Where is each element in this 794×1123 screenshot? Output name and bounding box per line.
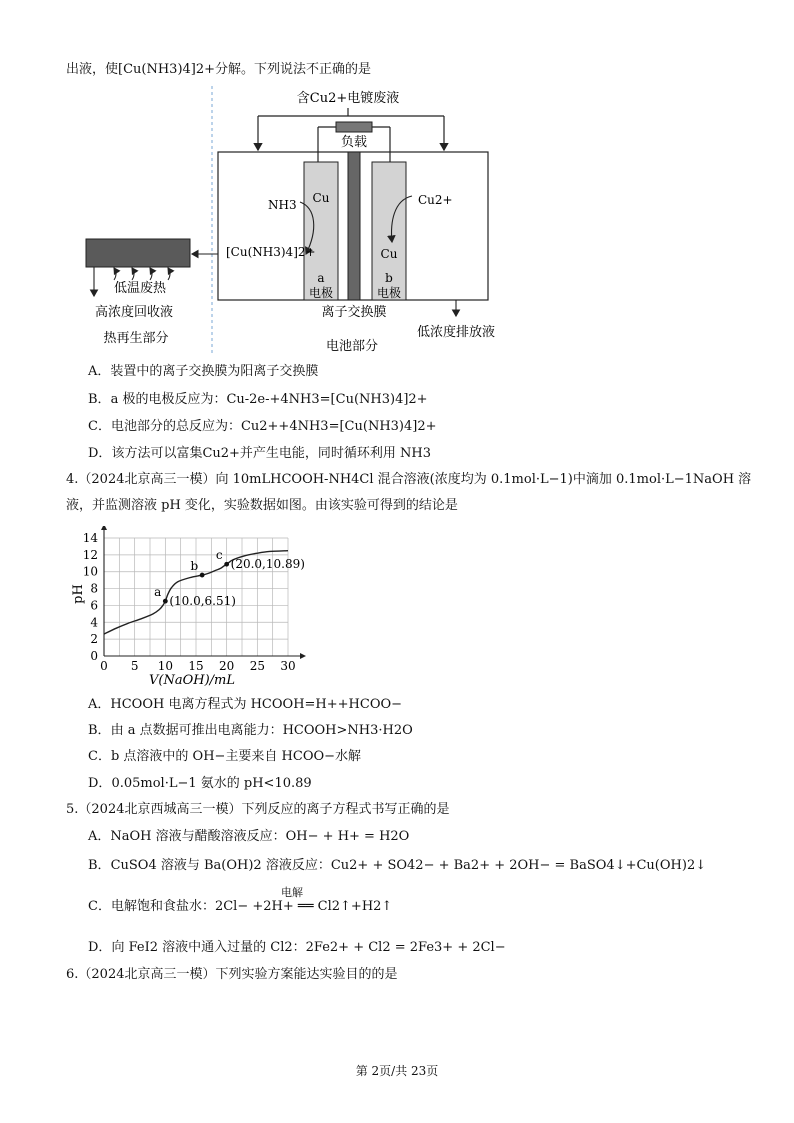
q3-option-c: C．电池部分的总反应为：Cu2++4NH3=[Cu(NH3)4]2+: [88, 419, 437, 434]
q4-option-a: A．HCOOH 电离方程式为 HCOOH=H++HCOO−: [88, 697, 403, 712]
y-tick-label: 4: [90, 615, 98, 630]
question-3-stem-tail: 出液，使[Cu(NH3)4]2+分解。下列说法不正确的是: [66, 62, 372, 77]
x-axis-label: V(NaOH)/mL: [149, 673, 235, 688]
y-tick-label: 2: [90, 632, 98, 647]
electrochemical-cell-diagram: [60, 84, 500, 360]
x-tick-label: 25: [249, 659, 265, 673]
ph-titration-chart: [66, 526, 326, 690]
thermal-regeneration-box: [86, 239, 190, 267]
page-footer: 第 2页/共 23页: [355, 1064, 439, 1078]
q5-option-d: D．向 FeI2 溶液中通入过量的 Cl2：2Fe2+ + Cl2 = 2Fe3+ + 2Cl−: [88, 940, 506, 955]
y-tick-label: 14: [82, 531, 98, 545]
low-temp-heat-label: 低温废热: [113, 281, 167, 296]
ion-exchange-membrane: [348, 152, 360, 300]
y-tick-label: 12: [82, 547, 98, 562]
electrolysis-condition: 电解: [281, 886, 303, 899]
q5-option-a: A．NaOH 溶液与醋酸溶液反应：OH− + H+ = H2O: [88, 829, 410, 844]
x-tick-label: 30: [280, 659, 296, 673]
q4-option-d: D．0.05mol·L−1 氨水的 pH<10.89: [88, 776, 312, 791]
membrane-label: 离子交换膜: [321, 305, 387, 320]
y-tick-label: 10: [82, 564, 98, 579]
electrode-a-word: 电极: [308, 286, 334, 300]
point-b-marker: [200, 573, 205, 578]
cu-right-label: Cu: [380, 247, 398, 261]
q3-option-a: A．装置中的离子交换膜为阳离子交换膜: [88, 364, 319, 379]
q4-option-b: B．由 a 点数据可推出电离能力：HCOOH>NH3·H2O: [88, 723, 413, 738]
x-tick-label: 10: [157, 659, 173, 673]
y-tick-label: 0: [90, 649, 98, 663]
question-5-stem: 5.（2024北京西城高三一模）下列反应的离子方程式书写正确的是: [66, 802, 450, 817]
complex-label: [Cu(NH3)4]2+: [226, 245, 316, 259]
x-tick-label: 0: [100, 659, 108, 673]
point-a-label: a: [154, 585, 162, 600]
x-axis-arrow: [300, 653, 306, 659]
point-c-annotation: (20.0,10.89): [230, 557, 305, 572]
nh3-label: NH3: [268, 198, 297, 212]
load-resistor: [336, 122, 372, 132]
q3-option-b: B．a 极的电极反应为：Cu-2e-+4NH3=[Cu(NH3)4]2+: [88, 392, 428, 407]
waste-liquid-label: 含Cu2+电镀废液: [296, 91, 400, 106]
point-a-annotation: (10.0,6.51): [169, 594, 236, 609]
load-label: 负载: [340, 135, 368, 150]
q5-option-c: C．电解饱和食盐水：2Cl− +2H+ ══ Cl2↑+H2↑: [88, 899, 393, 914]
point-a-marker: [163, 599, 168, 604]
y-tick-label: 8: [90, 581, 98, 596]
point-c-label: c: [215, 548, 223, 563]
thermal-section-label: 热再生部分: [103, 331, 169, 346]
y-axis-label: pH: [71, 584, 86, 604]
question-6-stem: 6.（2024北京高三一模）下列实验方案能达实验目的的是: [66, 967, 398, 982]
q3-option-d: D．该方法可以富集Cu2+并产生电能，同时循环利用 NH3: [88, 446, 432, 461]
y-axis-arrow: [101, 526, 107, 530]
point-c-marker: [224, 562, 229, 567]
x-tick-label: 5: [130, 659, 139, 673]
x-tick-label: 15: [188, 659, 204, 673]
cell-section-label: 电池部分: [325, 339, 379, 354]
cu2-label: Cu2+: [418, 193, 453, 207]
question-4-stem-line1: 4.（2024北京高三一模）向 10mLHCOOH-NH4Cl 混合溶液(浓度均为 0.1mol·L−1)中滴加 0.1mol·L−1NaOH 溶: [66, 472, 752, 487]
electrode-b-label: b: [385, 271, 393, 285]
q5-option-b: B．CuSO4 溶液与 Ba(OH)2 溶液反应：Cu2+ + SO42− + Ba2+ + 2OH− = BaSO4↓+Cu(OH)2↓: [88, 858, 707, 873]
electrode-a-label: a: [317, 271, 325, 285]
y-tick-label: 6: [90, 598, 98, 613]
q4-option-c: C．b 点溶液中的 OH−主要来自 HCOO−水解: [88, 749, 362, 764]
electrode-b-word: 电极: [376, 286, 402, 300]
question-4-stem-line2: 液，并监测溶液 pH 变化，实验数据如图。由该实验可得到的结论是: [66, 498, 458, 513]
high-conc-label: 高浓度回收液: [94, 305, 174, 320]
cu-left-label: Cu: [312, 191, 330, 205]
low-conc-label: 低浓度排放液: [416, 325, 496, 340]
x-tick-label: 20: [219, 659, 235, 673]
point-b-label: b: [190, 559, 199, 574]
